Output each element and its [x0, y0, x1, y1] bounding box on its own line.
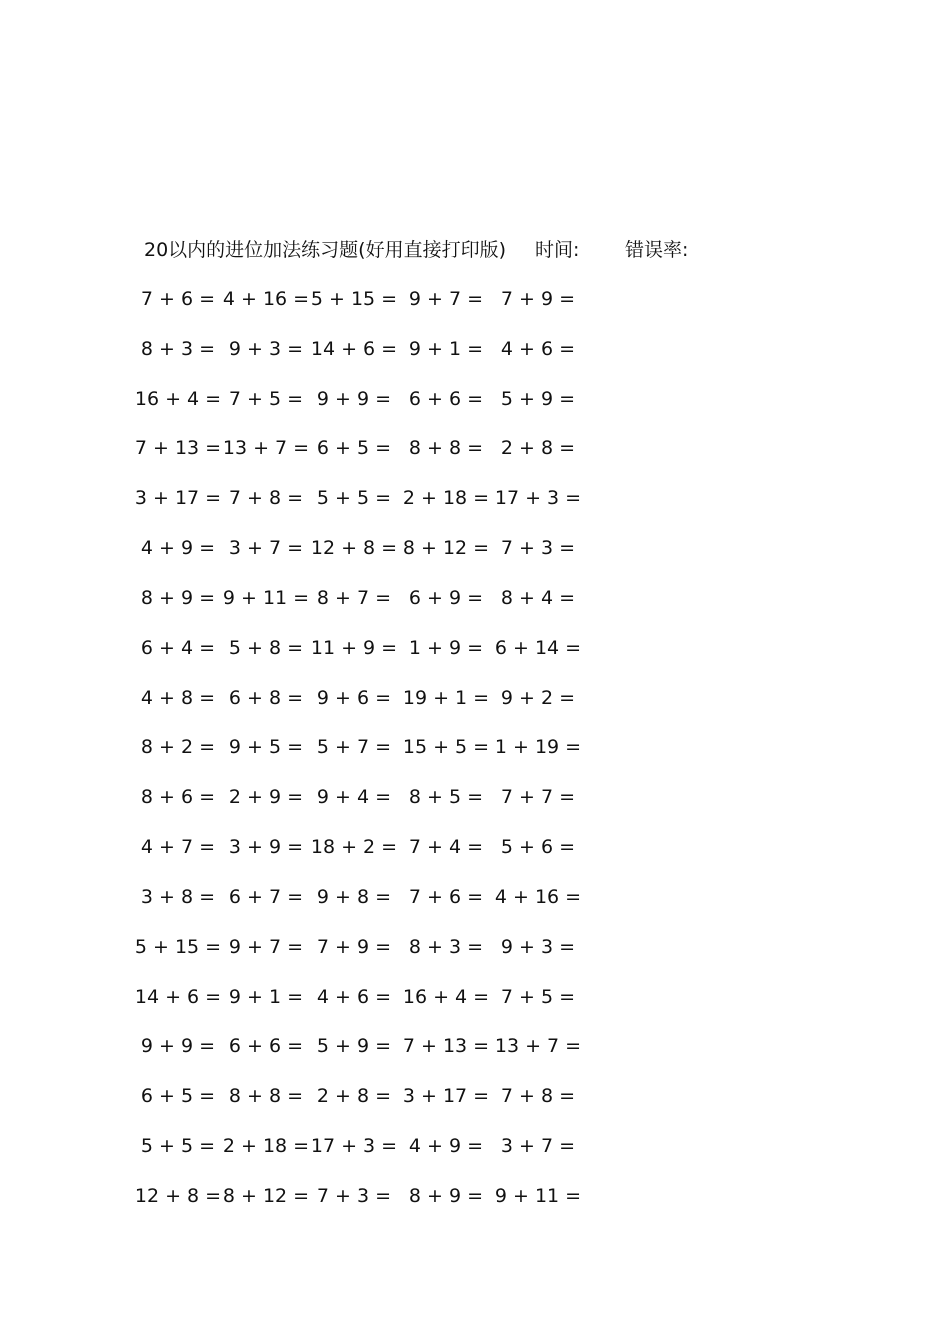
problem-item: 2 + 18 = [402, 487, 490, 510]
problem-row [0, 882, 950, 912]
problem-item: 2 + 18 = [222, 1135, 310, 1158]
problem-item: 16 + 4 = [134, 387, 222, 410]
problem-item: 9 + 8 = [316, 885, 392, 908]
problem-item: 3 + 7 = [228, 537, 304, 560]
problem-item: 19 + 1 = [402, 686, 490, 709]
problem-item: 8 + 8 = [408, 437, 484, 460]
problem-item: 9 + 11 = [494, 1184, 582, 1207]
problem-item: 9 + 4 = [316, 786, 392, 809]
problem-row [0, 1031, 950, 1061]
problem-row [0, 533, 950, 563]
problem-item: 6 + 7 = [228, 885, 304, 908]
problem-item: 7 + 5 = [500, 985, 576, 1008]
problem-item: 8 + 6 = [140, 786, 216, 809]
problem-row [0, 732, 950, 762]
problem-item: 9 + 1 = [228, 985, 304, 1008]
problem-item: 6 + 4 = [140, 636, 216, 659]
problem-item: 3 + 9 = [228, 836, 304, 859]
problem-item: 8 + 9 = [140, 586, 216, 609]
problem-item: 3 + 7 = [500, 1135, 576, 1158]
problem-item: 5 + 5 = [140, 1135, 216, 1158]
problem-item: 15 + 5 = [402, 736, 490, 759]
problem-item: 8 + 7 = [316, 586, 392, 609]
problem-item: 4 + 16 = [494, 885, 582, 908]
problem-item: 9 + 7 = [228, 935, 304, 958]
problem-item: 6 + 5 = [316, 437, 392, 460]
problem-row [0, 483, 950, 513]
problem-item: 9 + 9 = [140, 1035, 216, 1058]
problem-item: 2 + 9 = [228, 786, 304, 809]
problem-item: 4 + 9 = [140, 537, 216, 560]
problem-item: 11 + 9 = [310, 636, 398, 659]
problem-item: 8 + 12 = [222, 1184, 310, 1207]
problem-item: 17 + 3 = [494, 487, 582, 510]
problem-item: 17 + 3 = [310, 1135, 398, 1158]
problem-item: 6 + 9 = [408, 586, 484, 609]
problem-item: 9 + 1 = [408, 337, 484, 360]
problem-item: 7 + 4 = [408, 836, 484, 859]
problem-item: 7 + 13 = [402, 1035, 490, 1058]
problem-item: 7 + 5 = [228, 387, 304, 410]
problem-row [0, 1181, 950, 1211]
problem-item: 6 + 5 = [140, 1085, 216, 1108]
problem-row [0, 1081, 950, 1111]
problem-item: 12 + 8 = [134, 1184, 222, 1207]
problem-item: 9 + 3 = [228, 337, 304, 360]
problem-item: 1 + 19 = [494, 736, 582, 759]
problem-item: 4 + 6 = [316, 985, 392, 1008]
problem-item: 13 + 7 = [222, 437, 310, 460]
problem-item: 3 + 17 = [134, 487, 222, 510]
problem-item: 8 + 2 = [140, 736, 216, 759]
problem-item: 4 + 9 = [408, 1135, 484, 1158]
problem-item: 7 + 9 = [500, 288, 576, 310]
problem-item: 7 + 9 = [316, 935, 392, 958]
problem-item: 8 + 5 = [408, 786, 484, 809]
problem-item: 1 + 9 = [408, 636, 484, 659]
problem-row [0, 932, 950, 962]
error-rate-label: 错误率: [625, 239, 689, 261]
problem-item: 8 + 9 = [408, 1184, 484, 1207]
problem-item: 4 + 16 = [222, 288, 310, 310]
problem-item: 3 + 17 = [402, 1085, 490, 1108]
problem-item: 4 + 7 = [140, 836, 216, 859]
problem-item: 5 + 7 = [316, 736, 392, 759]
problem-item: 4 + 8 = [140, 686, 216, 709]
problem-item: 9 + 11 = [222, 586, 310, 609]
problem-item: 5 + 15 = [134, 935, 222, 958]
problem-item: 9 + 6 = [316, 686, 392, 709]
problem-item: 9 + 7 = [408, 288, 484, 310]
problem-row [0, 633, 950, 663]
problem-item: 9 + 5 = [228, 736, 304, 759]
problem-item: 8 + 8 = [228, 1085, 304, 1108]
problem-item: 2 + 8 = [500, 437, 576, 460]
problem-item: 5 + 15 = [310, 288, 398, 310]
problem-item: 16 + 4 = [402, 985, 490, 1008]
problem-item: 9 + 2 = [500, 686, 576, 709]
problem-row [0, 433, 950, 463]
problem-item: 2 + 8 = [316, 1085, 392, 1108]
problem-item: 4 + 6 = [500, 337, 576, 360]
problem-row [0, 782, 950, 812]
problem-item: 7 + 8 = [228, 487, 304, 510]
problem-row [0, 982, 950, 1012]
problem-row [0, 832, 950, 862]
problem-item: 7 + 6 = [140, 288, 216, 310]
problem-item: 14 + 6 = [310, 337, 398, 360]
problem-row [0, 583, 950, 613]
problem-item: 5 + 8 = [228, 636, 304, 659]
problem-item: 7 + 3 = [500, 537, 576, 560]
problem-row [0, 334, 950, 364]
problem-item: 5 + 6 = [500, 836, 576, 859]
problem-row [0, 284, 950, 314]
problem-row [0, 1131, 950, 1161]
problem-row [0, 683, 950, 713]
problem-item: 9 + 9 = [316, 387, 392, 410]
problem-item: 5 + 5 = [316, 487, 392, 510]
problem-item: 8 + 3 = [140, 337, 216, 360]
problem-item: 7 + 8 = [500, 1085, 576, 1108]
problem-item: 18 + 2 = [310, 836, 398, 859]
problem-item: 7 + 13 = [134, 437, 222, 460]
problem-item: 8 + 4 = [500, 586, 576, 609]
problem-row [0, 384, 950, 414]
problem-item: 12 + 8 = [310, 537, 398, 560]
worksheet-title: 20以内的进位加法练习题(好用直接打印版) [144, 239, 507, 261]
problem-item: 7 + 3 = [316, 1184, 392, 1207]
problem-item: 6 + 6 = [228, 1035, 304, 1058]
problem-item: 8 + 12 = [402, 537, 490, 560]
problem-item: 9 + 3 = [500, 935, 576, 958]
problem-item: 13 + 7 = [494, 1035, 582, 1058]
problem-item: 6 + 14 = [494, 636, 582, 659]
time-label: 时间: [535, 239, 580, 261]
problem-item: 7 + 6 = [408, 885, 484, 908]
problem-item: 5 + 9 = [500, 387, 576, 410]
problem-item: 5 + 9 = [316, 1035, 392, 1058]
problem-item: 7 + 7 = [500, 786, 576, 809]
problem-item: 8 + 3 = [408, 935, 484, 958]
problem-item: 3 + 8 = [140, 885, 216, 908]
problem-item: 6 + 6 = [408, 387, 484, 410]
problem-item: 14 + 6 = [134, 985, 222, 1008]
problem-item: 6 + 8 = [228, 686, 304, 709]
